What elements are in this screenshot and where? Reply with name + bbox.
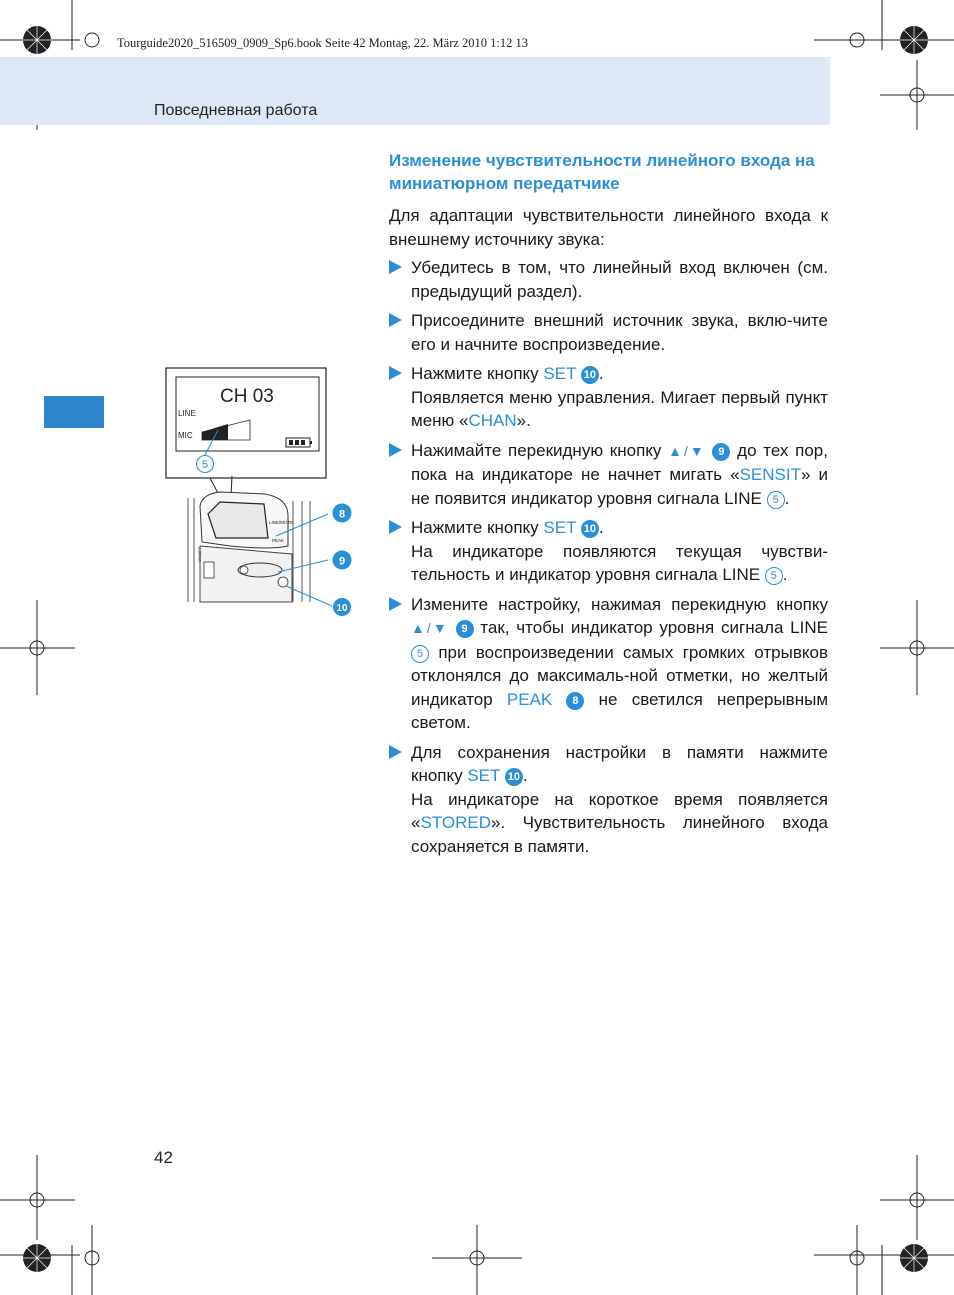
lcd-channel: CH 03 (220, 386, 274, 407)
arrow-bullet-icon (389, 366, 402, 380)
device-label-onoff: ON/OFF (197, 546, 202, 562)
num-outline-5: 5 (767, 491, 785, 509)
arrow-bullet-icon (389, 520, 402, 534)
num-badge-10: 10 (581, 366, 599, 384)
page-number: 42 (154, 1148, 173, 1167)
chapter-tab (44, 396, 104, 428)
peak-label: PEAK (506, 689, 553, 709)
lcd-label-line: LINE (178, 409, 196, 418)
list-item: Присоедините внешний источник звука, вклю-чите его и начните воспроизведение. (389, 309, 828, 356)
callout-5-label: 5 (201, 459, 209, 471)
section-title: Повседневная работа (154, 102, 318, 119)
list-item: Для сохранения настройки в памяти нажмите кнопку SET 10 . На индикаторе на короткое время появляется «STORED». Чувствительность линейного входа сохраняется в памяти. (389, 741, 828, 859)
device-display-window (208, 502, 268, 538)
book-file-line: Tourguide2020_516509_0909_Sp6.book Seite 42 Montag, 22. März 2010 1:12 13 (117, 36, 529, 50)
num-badge-10: 10 (581, 520, 599, 538)
set-key-label: SET (467, 766, 501, 785)
up-down-arrow-icon: ▲/▼ (411, 620, 449, 636)
stored-label: STORED (420, 813, 492, 832)
list-item: Убедитесь в том, что линейный вход включен (см. предыдущий раздел). (389, 256, 828, 303)
num-badge-8: 8 (566, 692, 584, 710)
header-band (0, 57, 830, 125)
arrow-bullet-icon (389, 443, 402, 457)
num-badge-10: 10 (505, 768, 523, 786)
up-down-arrow-icon: ▲/▼ (668, 442, 706, 459)
chan-menu-label: CHAN (468, 411, 517, 430)
list-item: Нажимайте перекидную кнопку ▲/▼ 9 до тех пор, пока на индикаторе не начнет мигать «SENSIT» и не появится индикатор уровня сигнала LINE 5 . (389, 439, 828, 511)
num-badge-9: 9 (712, 443, 730, 461)
instruction-list (389, 256, 828, 864)
intro-paragraph: Для адаптации чувствительности линейного входа к внешнему источнику звука: (389, 206, 828, 249)
arrow-bullet-icon (389, 745, 402, 759)
set-button (278, 577, 288, 587)
arrow-bullet-icon (389, 597, 402, 611)
set-key-label: SET (543, 364, 577, 383)
arrow-bullet-icon (389, 313, 402, 327)
callout-8-label: 8 (338, 508, 346, 521)
callout-9-label: 9 (338, 555, 346, 568)
sensit-menu-label: SENSIT (739, 465, 801, 484)
list-item: Нажмите кнопку SET 10 . На индикаторе появляются текущая чувстви-тельность и индикатор уровня сигнала LINE 5 . (389, 516, 828, 587)
num-outline-5: 5 (411, 645, 429, 663)
transmitter-figure (160, 366, 360, 616)
callout-10-label: 10 (336, 603, 348, 614)
lcd-label-mic: MIC (178, 431, 193, 440)
arrow-bullet-icon (389, 260, 402, 274)
list-item: Измените настройку, нажимая перекидную кнопку ▲/▼ 9 так, чтобы индикатор уровня сигнала LINE 5 при воспроизведении самых громких отрывков отклонялся до максималь-ной отметки, но желтый индикатор PEAK 8 не светился непрерывным светом. (389, 593, 828, 735)
set-key-label: SET (543, 518, 577, 537)
device-label-peak: PEAK (272, 538, 285, 543)
num-badge-9: 9 (456, 620, 474, 638)
num-outline-5: 5 (765, 567, 783, 585)
heading: Изменение чувствительности линейного входа на миниатюрном передатчике (389, 151, 815, 193)
device-label-linemute: LINE/MUTE (269, 520, 294, 525)
list-item: Нажмите кнопку SET 10 . Появляется меню управления. Мигает первый пункт меню «CHAN». (389, 362, 828, 433)
